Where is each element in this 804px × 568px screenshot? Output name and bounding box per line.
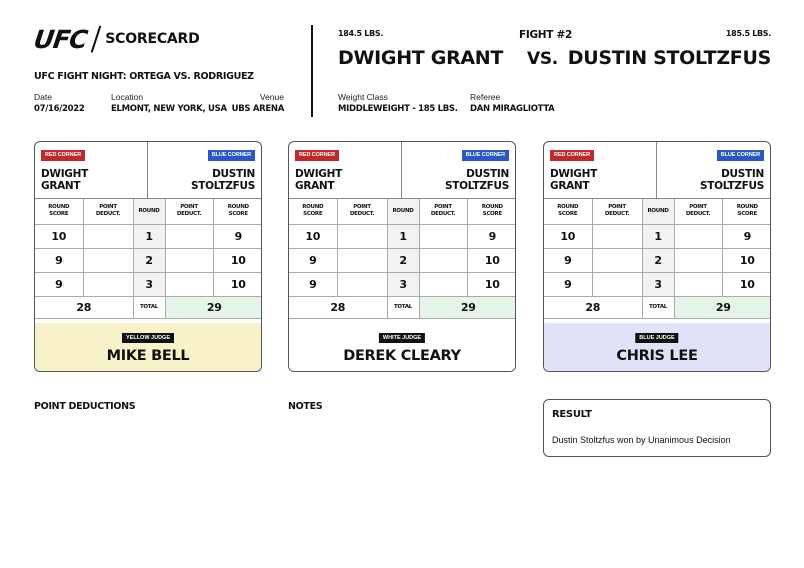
vs-label: VS. (527, 49, 558, 69)
round-header: ROUND (387, 199, 419, 224)
total-label: TOTAL (133, 296, 165, 318)
judge-tag: BLUE JUDGE (635, 333, 678, 343)
red-corner-badge: RED CORNER (295, 150, 339, 161)
red-score: 10 (544, 224, 592, 248)
blue-score: 9 (213, 224, 262, 248)
point-deductions-heading: POINT DEDUCTIONS (34, 401, 136, 412)
score-table-header (544, 199, 771, 224)
blue-total: 29 (419, 296, 516, 318)
judge-panel (544, 323, 770, 372)
score-table (289, 199, 516, 319)
red-score: 9 (544, 248, 592, 272)
blue-point-deduct-header: POINT DEDUCT. (419, 199, 467, 224)
blue-score: 10 (722, 248, 771, 272)
scorecard-blue-judge (543, 141, 771, 372)
total-row (289, 296, 516, 318)
blue-corner-name: DUSTIN STOLTZFUS (445, 168, 509, 192)
red-corner-name: DWIGHT GRANT (550, 168, 597, 192)
blue-corner-badge: BLUE CORNER (717, 150, 764, 161)
red-score: 9 (289, 248, 337, 272)
blue-total: 29 (674, 296, 771, 318)
judge-name: MIKE BELL (106, 348, 190, 364)
round-number: 3 (387, 272, 419, 296)
red-score: 9 (35, 248, 83, 272)
blue-score: 10 (467, 248, 516, 272)
blue-weight: 185.5 LBS. (725, 29, 771, 38)
red-total: 28 (289, 296, 387, 318)
card-corners (289, 142, 515, 199)
total-row (544, 296, 771, 318)
table-row (289, 248, 516, 272)
red-deduction (592, 248, 642, 272)
blue-point-deduct-header: POINT DEDUCT. (165, 199, 213, 224)
table-row (544, 272, 771, 296)
red-deduction (337, 272, 387, 296)
judge-name: DEREK CLEARY (343, 348, 461, 364)
blue-corner-name: DUSTIN STOLTZFUS (700, 168, 764, 192)
blue-round-score-header: ROUND SCORE (467, 199, 516, 224)
judge-name: CHRIS LEE (616, 348, 698, 364)
red-corner-badge: RED CORNER (41, 150, 85, 161)
event-title: UFC FIGHT NIGHT: ORTEGA VS. RODRIGUEZ (34, 71, 254, 82)
table-row (289, 224, 516, 248)
table-row (35, 224, 262, 248)
blue-deduction (674, 248, 722, 272)
weight-class-label: Weight Class (338, 92, 388, 102)
date-value: 07/16/2022 (34, 104, 85, 114)
score-table-header (35, 199, 262, 224)
blue-deduction (165, 272, 213, 296)
location-label: Location (111, 92, 144, 102)
total-label: TOTAL (642, 296, 674, 318)
blue-point-deduct-header: POINT DEDUCT. (674, 199, 722, 224)
red-score: 9 (35, 272, 83, 296)
card-corners (544, 142, 770, 199)
location-value: ELMONT, NEW YORK, USA (111, 104, 227, 114)
blue-score: 9 (722, 224, 771, 248)
scorecard-yellow-judge (34, 141, 262, 372)
blue-total: 29 (165, 296, 262, 318)
score-table-header (289, 199, 516, 224)
header-divider (311, 25, 313, 117)
judge-panel (289, 323, 515, 372)
judge-panel (35, 323, 261, 372)
red-total: 28 (35, 296, 133, 318)
slash-divider (90, 25, 100, 52)
red-point-deduct-header: POINT DEDUCT. (83, 199, 133, 224)
blue-corner-name: DUSTIN STOLTZFUS (191, 168, 255, 192)
table-row (289, 272, 516, 296)
referee-value: DAN MIRAGLIOTTA (470, 104, 555, 114)
blue-deduction (674, 272, 722, 296)
round-header: ROUND (642, 199, 674, 224)
red-fighter-name: DWIGHT GRANT (338, 47, 504, 69)
red-corner-badge: RED CORNER (550, 150, 594, 161)
table-row (35, 272, 262, 296)
round-number: 1 (133, 224, 165, 248)
red-deduction (592, 272, 642, 296)
blue-score: 10 (467, 272, 516, 296)
red-point-deduct-header: POINT DEDUCT. (592, 199, 642, 224)
table-row (544, 248, 771, 272)
blue-score: 9 (467, 224, 516, 248)
red-deduction (83, 248, 133, 272)
round-number: 1 (642, 224, 674, 248)
red-total: 28 (544, 296, 642, 318)
result-text: Dustin Stoltzfus won by Unanimous Decision (552, 435, 731, 445)
round-header: ROUND (133, 199, 165, 224)
round-number: 3 (133, 272, 165, 296)
red-round-score-header: ROUND SCORE (289, 199, 337, 224)
round-number: 3 (642, 272, 674, 296)
red-round-score-header: ROUND SCORE (35, 199, 83, 224)
red-point-deduct-header: POINT DEDUCT. (337, 199, 387, 224)
notes-heading: NOTES (288, 401, 323, 412)
total-row (35, 296, 262, 318)
result-box (543, 399, 771, 457)
result-heading: RESULT (552, 409, 592, 420)
blue-deduction (419, 272, 467, 296)
scorecard-white-judge (288, 141, 516, 372)
red-score: 9 (289, 272, 337, 296)
date-label: Date (34, 92, 52, 102)
brand (31, 24, 200, 54)
blue-deduction (419, 224, 467, 248)
red-deduction (592, 224, 642, 248)
score-table (544, 199, 771, 319)
round-number: 2 (642, 248, 674, 272)
red-score: 10 (289, 224, 337, 248)
venue-value: UBS ARENA (231, 104, 284, 114)
referee-label: Referee (470, 92, 501, 102)
blue-score: 10 (213, 272, 262, 296)
red-deduction (83, 224, 133, 248)
red-score: 9 (544, 272, 592, 296)
table-row (544, 224, 771, 248)
blue-round-score-header: ROUND SCORE (213, 199, 262, 224)
weight-class-value: MIDDLEWEIGHT - 185 LBS. (338, 104, 458, 114)
red-deduction (337, 224, 387, 248)
blue-corner-badge: BLUE CORNER (208, 150, 255, 161)
red-deduction (337, 248, 387, 272)
red-round-score-header: ROUND SCORE (544, 199, 592, 224)
red-corner-name: DWIGHT GRANT (295, 168, 342, 192)
blue-corner-badge: BLUE CORNER (462, 150, 509, 161)
blue-fighter-name: DUSTIN STOLTZFUS (567, 47, 771, 69)
blue-deduction (674, 224, 722, 248)
fight-number: FIGHT #2 (519, 29, 573, 41)
page-title: SCORECARD (105, 31, 200, 47)
card-corners (35, 142, 261, 199)
blue-score: 10 (213, 248, 262, 272)
red-score: 10 (35, 224, 83, 248)
blue-round-score-header: ROUND SCORE (722, 199, 771, 224)
red-weight: 184.5 LBS. (338, 29, 384, 38)
round-number: 2 (387, 248, 419, 272)
score-table (35, 199, 262, 319)
table-row (35, 248, 262, 272)
venue-label: Venue (259, 92, 284, 102)
judge-tag: WHITE JUDGE (379, 333, 425, 343)
blue-deduction (419, 248, 467, 272)
red-corner-name: DWIGHT GRANT (41, 168, 88, 192)
blue-deduction (165, 224, 213, 248)
red-deduction (83, 272, 133, 296)
blue-deduction (165, 248, 213, 272)
round-number: 2 (133, 248, 165, 272)
blue-score: 10 (722, 272, 771, 296)
total-label: TOTAL (387, 296, 419, 318)
round-number: 1 (387, 224, 419, 248)
ufc-logo: UFC (31, 24, 89, 54)
judge-tag: YELLOW JUDGE (122, 333, 174, 343)
